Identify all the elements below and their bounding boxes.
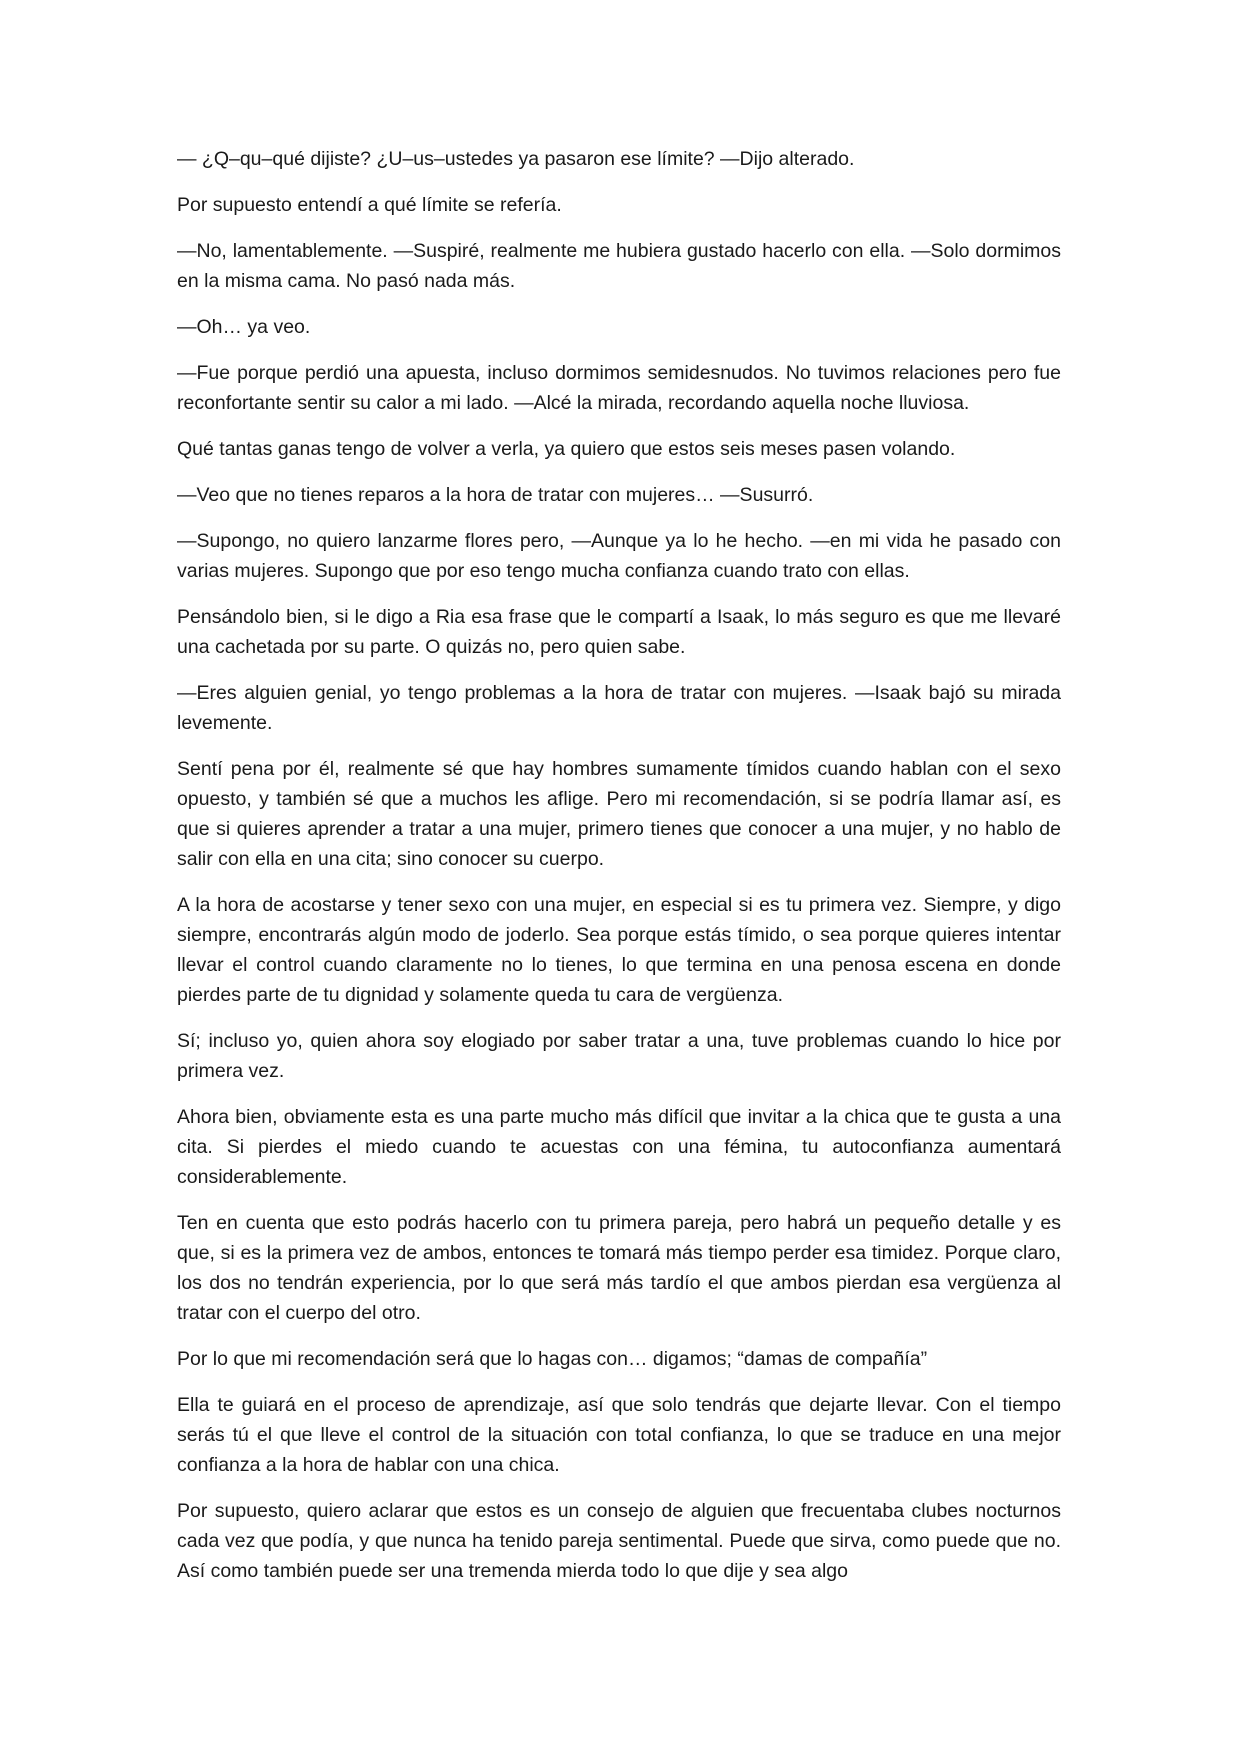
paragraph: A la hora de acostarse y tener sexo con una mujer, en especial si es tu primera vez. Siempre, y digo siempre, encontrarás algún modo de joderlo. Sea porque estás tímido, o sea porque quieres intentar llevar el control cuando claramente no lo tienes, lo que termina en una penosa escena en donde pierdes parte de tu dignidad y solamente queda tu cara de vergüenza. [177,894,1061,1006]
paragraph: Qué tantas ganas tengo de volver a verla, ya quiero que estos seis meses pasen volando. [177,438,956,460]
paragraph: Pensándolo bien, si le digo a Ria esa frase que le compartí a Isaak, lo más seguro es que me llevaré una cachetada por su parte. O quizás no, pero quien sabe. [177,606,1061,658]
paragraph: Ella te guiará en el proceso de aprendizaje, así que solo tendrás que dejarte llevar. Con el tiempo serás tú el que lleve el control de la situación con total confianza, lo que se traduce en una mejor confianza a la hora de hablar con una chica. [177,1394,1061,1476]
paragraph: Por lo que mi recomendación será que lo hagas con… digamos; “damas de compañía” [177,1348,928,1370]
paragraph: —Oh… ya veo. [177,316,311,338]
paragraph: Por supuesto entendí a qué límite se refería. [177,194,562,216]
paragraph: —Veo que no tienes reparos a la hora de tratar con mujeres… —Susurró. [177,484,814,506]
paragraph: Por supuesto, quiero aclarar que estos es un consejo de alguien que frecuentaba clubes nocturnos cada vez que podía, y que nunca ha tenido pareja sentimental. Puede que sirva, como puede que no. Así como también puede ser una tremenda mierda todo lo que dije y sea algo [177,1500,1061,1582]
paragraph: — ¿Q–qu–qué dijiste? ¿U–us–ustedes ya pasaron ese límite? —Dijo alterado. [177,148,855,170]
paragraph: Sentí pena por él, realmente sé que hay hombres sumamente tímidos cuando hablan con el sexo opuesto, y también sé que a muchos les aflige. Pero mi recomendación, si se podría llamar así, es que si quieres aprender a tratar a una mujer, primero tienes que conocer a una mujer, y no hablo de salir con ella en una cita; sino conocer su cuerpo. [177,758,1061,870]
paragraph: —No, lamentablemente. —Suspiré, realmente me hubiera gustado hacerlo con ella. —Solo dormimos en la misma cama. No pasó nada más. [177,240,1061,292]
paragraph: Ten en cuenta que esto podrás hacerlo con tu primera pareja, pero habrá un pequeño detalle y es que, si es la primera vez de ambos, entonces te tomará más tiempo perder esa timidez. Porque claro, los dos no tendrán experiencia, por lo que será más tardío el que ambos pierdan esa vergüenza al tratar con el cuerpo del otro. [177,1212,1061,1324]
document-body [177,144,1061,1602]
paragraph: —Fue porque perdió una apuesta, incluso dormimos semidesnudos. No tuvimos relaciones pero fue reconfortante sentir su calor a mi lado. —Alcé la mirada, recordando aquella noche lluviosa. [177,362,1061,414]
paragraph: —Eres alguien genial, yo tengo problemas a la hora de tratar con mujeres. —Isaak bajó su mirada levemente. [177,682,1061,734]
paragraph: Sí; incluso yo, quien ahora soy elogiado por saber tratar a una, tuve problemas cuando lo hice por primera vez. [177,1030,1061,1082]
paragraph: Ahora bien, obviamente esta es una parte mucho más difícil que invitar a la chica que te gusta a una cita. Si pierdes el miedo cuando te acuestas con una fémina, tu autoconfianza aumentará considerablemente. [177,1106,1061,1188]
paragraph: —Supongo, no quiero lanzarme flores pero, —Aunque ya lo he hecho. —en mi vida he pasado con varias mujeres. Supongo que por eso tengo mucha confianza cuando trato con ellas. [177,530,1061,582]
